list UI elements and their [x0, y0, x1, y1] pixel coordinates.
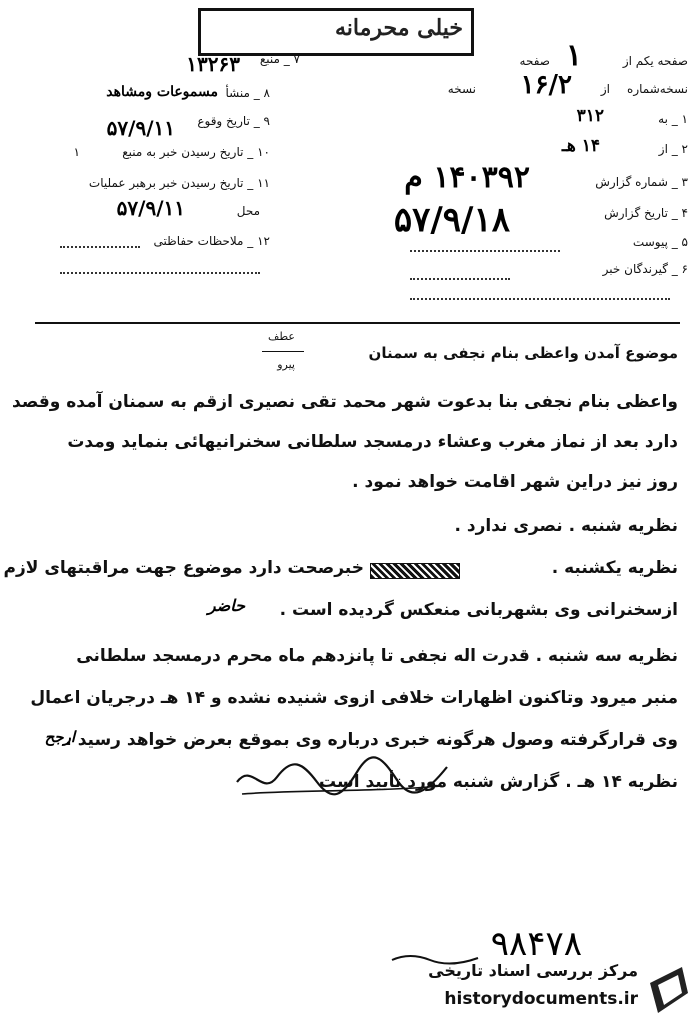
notes-dots [60, 246, 140, 248]
source-value: ۱۳۲۶۳ [186, 52, 240, 76]
body-line-1: واعظی بنام نجفی بنا بدعوت شهر محمد تقی نصیری ازقم به سمنان آمده وقصد [12, 392, 678, 412]
opinion-tuesday-line-3: وی قرارگرفته وصول هرگونه خبری درباره وی بموقع بعرض خواهد رسید . [65, 730, 678, 750]
followup-label: پیرو [277, 358, 295, 371]
opinion-final-label: نظریه ۱۴ هـ . گزارش شنبه مورد تأیید است [319, 772, 678, 792]
body-line-3: روز نیز دراین شهر اقامت خواهد نمود . [352, 472, 678, 492]
opinion-sunday-label: نظریه یکشنبه . [551, 558, 678, 578]
copy-from: از [600, 82, 610, 96]
logo-line-1: مرکز بررسی اسناد تاریخی [428, 961, 638, 980]
archive-logo [418, 955, 700, 1029]
logo-line-2: historydocuments.ir [444, 989, 638, 1009]
copy-suffix: نسخه [447, 82, 476, 96]
notes-label: ۱۲ _ ملاحظات حفاظتی [153, 234, 270, 248]
copy-value: ۱۶/۲ [520, 70, 572, 100]
notes-dots-2 [60, 272, 260, 274]
page-label: صفحه یکم از [622, 54, 688, 68]
opinion-sunday-text: خبرصحت دارد موضوع جهت مراقبتهای لازم [3, 558, 364, 578]
sunday-handwritten-note: حاضر [207, 596, 245, 615]
occurrence-date-label: ۹ _ تاریخ وقوع [197, 114, 270, 128]
occurrence-date-value: ۵۷/۹/۱۱ [106, 116, 175, 140]
tuesday-handwritten-note: ارجح [44, 728, 75, 746]
classification-text: خیلی محرمانه [334, 15, 463, 41]
report-number-label: ۳ _ شماره گزارش [595, 175, 688, 189]
archive-emblem-icon [644, 963, 692, 1019]
attachment-label: ۵ _ پیوست [632, 235, 688, 249]
header-divider [35, 322, 680, 324]
report-date-label: ۴ _ تاریخ گزارش [604, 206, 688, 220]
receipt-source-value: ۱ [73, 145, 80, 159]
origin-value: مسموعات ومشاهد [106, 84, 218, 100]
from-label: ۲ _ از [658, 142, 688, 156]
redaction-mark [370, 563, 460, 579]
opinion-saturday: نظریه شنبه . نصری ندارد . [454, 516, 678, 536]
receipt-source-label: ۱۰ _ تاریخ رسیدن خبر به منبع [122, 145, 270, 159]
recipients-label: ۶ _ گیرندگان خبر [602, 262, 688, 276]
recipients-dots-2 [410, 298, 670, 300]
place-label: محل [236, 204, 260, 218]
origin-label: ۸ _ منشأ [225, 86, 270, 100]
recipients-dots [410, 278, 510, 280]
opinion-sunday-line-2: ازسخنرانی وی بشهربانی منعکس گردیده است . [279, 600, 678, 620]
receipt-ops-label: ۱۱ _ تاریخ رسیدن خبر برهبر عملیات [88, 176, 270, 190]
to-value: ۳۱۲ [576, 106, 604, 126]
report-number-value: ۱۴۰۳۹۲ م [404, 160, 530, 195]
page-value: ۱ [565, 38, 582, 73]
source-label: ۷ _ منبع [259, 52, 300, 66]
reference-divider [262, 351, 304, 352]
opinion-tuesday-line-2: منبر میرود وتاکنون اظهارات خلافی ازوی شنیده نشده و ۱۴ هـ درجریان اعمال [30, 688, 678, 708]
receipt-ops-value: ۵۷/۹/۱۱ [116, 196, 185, 220]
signature-scribble [232, 752, 462, 802]
subject-line: موضوع آمدن واعظی بنام نجفی به سمنان [368, 344, 678, 362]
opinion-tuesday-line-1: نظریه سه شنبه . قدرت اله نجفی تا پانزدهم ماه محرم درمسجد سلطانی [76, 646, 678, 666]
from-value: ۱۴ هـ [561, 136, 600, 156]
attachment-dots [410, 250, 560, 252]
body-line-2: دارد بعد از نماز مغرب وعشاء درمسجد سلطانی سخنرانیهائی بنماید ومدت [67, 432, 678, 452]
reference-label: عطف [268, 330, 295, 343]
archive-number: ۹۸۴۷۸ [490, 924, 582, 964]
copy-label: نسخه‌شماره [627, 82, 688, 96]
report-date-value: ۵۷/۹/۱۸ [393, 200, 510, 240]
to-label: ۱ _ به [658, 112, 688, 126]
classification-stamp [198, 8, 474, 56]
page-suffix: صفحه [519, 54, 550, 68]
